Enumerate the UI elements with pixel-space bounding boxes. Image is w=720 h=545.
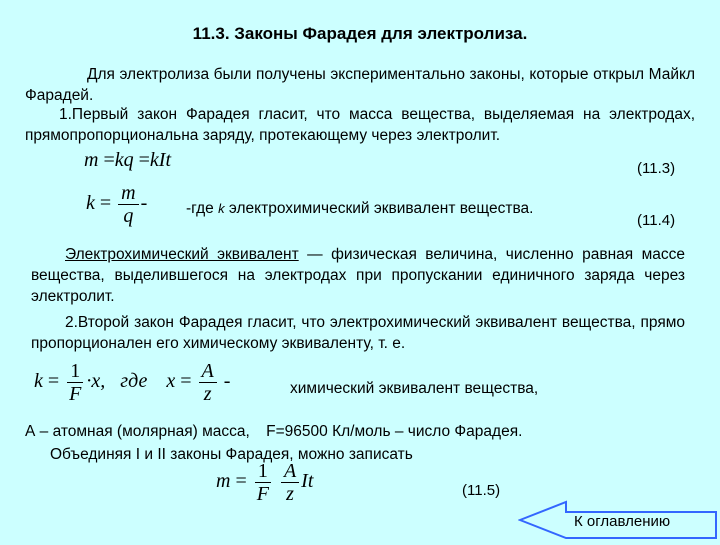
chemical-equivalent-description: химический эквивалент вещества,	[290, 380, 539, 397]
equation-number-11-4: (11.4)	[637, 212, 676, 229]
equation-number-11-5: (11.5)	[462, 482, 501, 499]
back-to-contents-button[interactable]	[518, 500, 718, 540]
equation-ece-chemical: k = $\frac{1}{F}$ ·x, где x = $\frac{A}{z}$ -	[34, 360, 231, 405]
intro-paragraph: Для электролиза были получены экспериментально законы, которые открыл Майкл Фарадей.	[25, 66, 695, 104]
second-law-paragraph: 2.Второй закон Фарадея гласит, что электрохимический эквивалент вещества, прямо пропорционален его химическому эквиваленту, т. е.	[31, 314, 685, 352]
atomic-mass-line: А – атомная (молярная) масса, F=96500 Кл/моль – число Фарадея.	[25, 423, 523, 440]
equation-11-5: m = $\frac{1}{F}$ $\frac{A}{z}$ It	[216, 460, 314, 505]
definition-paragraph: Электрохимический эквивалент — физическая величина, численно равная массе вещества, выделившегося на электродах при пропускании единичного заряда через электролит.	[31, 246, 685, 305]
page-title: 11.3. Законы Фарадея для электролиза.	[192, 24, 528, 43]
definition-term: Электрохимический эквивалент	[65, 246, 299, 263]
equation-number-11-3: (11.3)	[637, 160, 676, 177]
equation-11-4: k = $\frac{m}{q}$ -	[86, 182, 148, 227]
back-to-contents-label: К оглавлению	[574, 513, 671, 530]
first-law-paragraph: 1.Первый закон Фарадея гласит, что масса вещества, выделяемая на электродах, прямопропорциональна заряду, протекающему через электролит.	[25, 106, 695, 144]
combine-line: Объединяя I и II законы Фарадея, можно записать	[50, 446, 413, 463]
ece-description: -где k электрохимический эквивалент вещества.	[186, 200, 534, 217]
equation-11-3: m =kq =kIt	[84, 149, 171, 171]
